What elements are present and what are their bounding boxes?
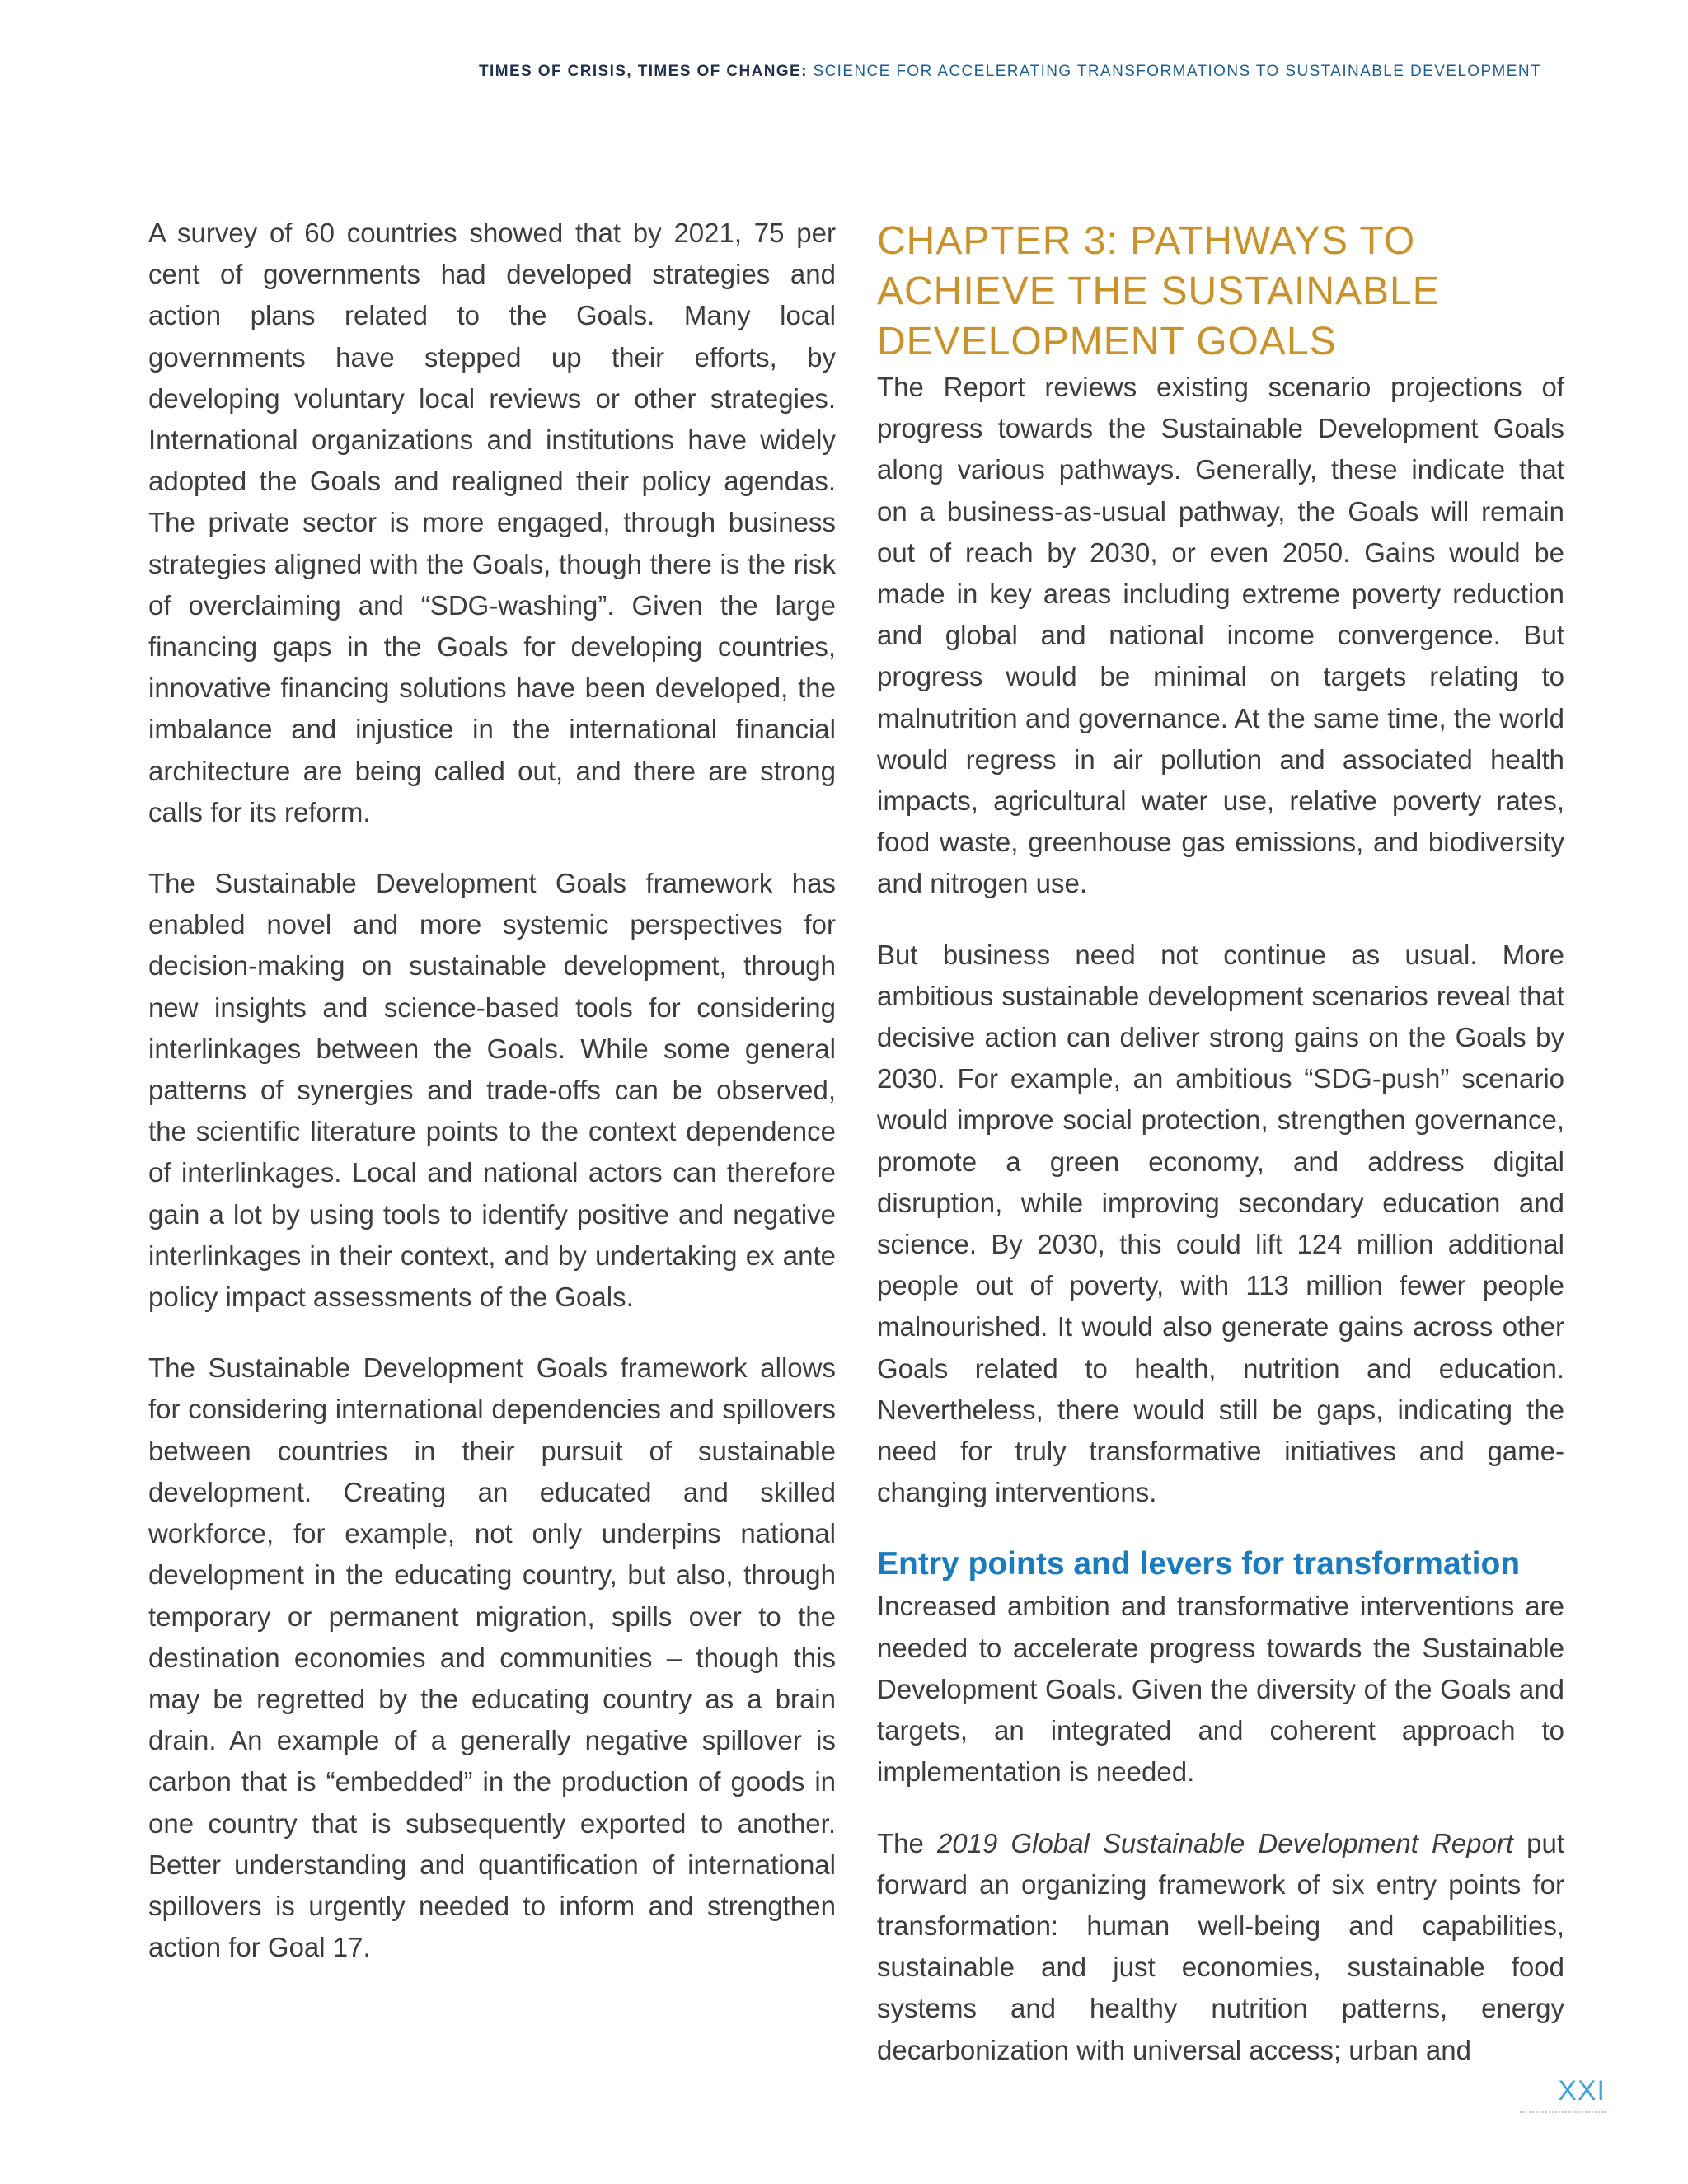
p4-lead-text: The	[877, 1827, 937, 1858]
paragraph-scenario-projections: The Report reviews existing scenario projections of progress towards the Sustainable Development Goals along various pathways. Generally, these indicate that on a business-as-usual pathway, the Goals will remain out of reach by 2030, or even 2050. Gains would be made in key areas including extreme poverty reduction and global and national income convergence. But progress would be minimal on targets relating to malnutrition and governance. At the same time, the world would regress in air pollution and associated health impacts, agricultural water use, relative poverty rates, food waste, greenhouse gas emissions, and biodiversity and nitrogen use.	[877, 372, 1564, 899]
paragraph-sdg-push-scenario: But business need not continue as usual. More ambitious sustainable development scenarios reveal that decisive action can deliver strong gains on the Goals by 2030. For example, an ambitious “SDG-push” scenario would improve social protection, strengthen governance, promote a green economy, and address digital disruption, while improving secondary education and science. By 2030, this could lift 124 million additional people out of poverty, with 113 million fewer people malnourished. It would also generate gains across other Goals related to health, nutrition and education. Nevertheless, there would still be gaps, indicating the need for truly transformative initiatives and game-changing interventions.	[877, 939, 1564, 1508]
paragraph-international-spillovers: The Sustainable Development Goals framework allows for considering international dependencies and spillovers between countries in their pursuit of sustainable development. Creating an educated and skilled workforce, for example, not only underpins national development in the educating country, but also, through temporary or permanent migration, spills over to the destination economies and communities – though this may be regretted by the educating country as a brain drain. An example of a generally negative spillover is carbon that is “embedded” in the production of goods in one country that is subsequently exported to another. Better understanding and quantification of international spillovers is urgently needed to inform and strengthen action for Goal 17.	[148, 1352, 836, 1963]
paragraph-sdg-framework-interlinkages: The Sustainable Development Goals framework has enabled novel and more systemic perspectives for decision-making on sustainable development, through new insights and science-based tools for considering interlinkages between the Goals. While some general patterns of synergies and trade-offs can be observed, the scientific literature points to the context dependence of interlinkages. Local and national actors can therefore gain a lot by using tools to identify positive and negative interlinkages in their context, and by undertaking ex ante policy impact assessments of the Goals.	[148, 868, 836, 1313]
page-number-divider	[1520, 2111, 1606, 2113]
running-header	[0, 63, 1541, 81]
p4-body-text: put forward an organizing framework of six entry points for transformation: human well-being and capabilities, sustainable and just economies, sustainable food systems and healthy nutrition patterns, energy decarbonization with universal access; urban and	[877, 1827, 1564, 2065]
chapter-title: CHAPTER 3: PATHWAYS TO ACHIEVE THE SUSTAINABLE DEVELOPMENT GOALS	[877, 219, 1440, 363]
report-title-citation: 2019 Global Sustainable Development Report	[936, 1827, 1514, 1858]
paragraph-increased-ambition: Increased ambition and transformative interventions are needed to accelerate progress towards the Sustainable Development Goals. Given the diversity of the Goals and targets, an integrated and coherent approach to implementation is needed.	[877, 1591, 1564, 1788]
header-report-subtitle: SCIENCE FOR ACCELERATING TRANSFORMATIONS TO SUSTAINABLE DEVELOPMENT	[807, 63, 1541, 80]
right-column	[877, 216, 1564, 2101]
page-number: XXI	[1558, 2075, 1606, 2107]
paragraph-survey-of-countries: A survey of 60 countries showed that by 2021, 75 per cent of governments had developed strategies and action plans related to the Goals. Many local governments have stepped up their efforts, by developing voluntary local reviews or other strategies. International organizations and institutions have widely adopted the Goals and realigned their policy agendas. The private sector is more engaged, through business strategies aligned with the Goals, though there is the risk of overclaiming and “SDG-washing”. Given the large financing gaps in the Goals for developing countries, innovative financing solutions have been developed, the imbalance and injustice in the international financial architecture are being called out, and there are strong calls for its reform.	[148, 218, 836, 827]
section-heading: Entry points and levers for transformation	[877, 1546, 1521, 1582]
paragraph-entry-points-framework	[877, 1823, 1564, 2071]
header-series-title: TIMES OF CRISIS, TIMES OF CHANGE:	[479, 63, 808, 80]
left-column	[148, 213, 836, 1998]
